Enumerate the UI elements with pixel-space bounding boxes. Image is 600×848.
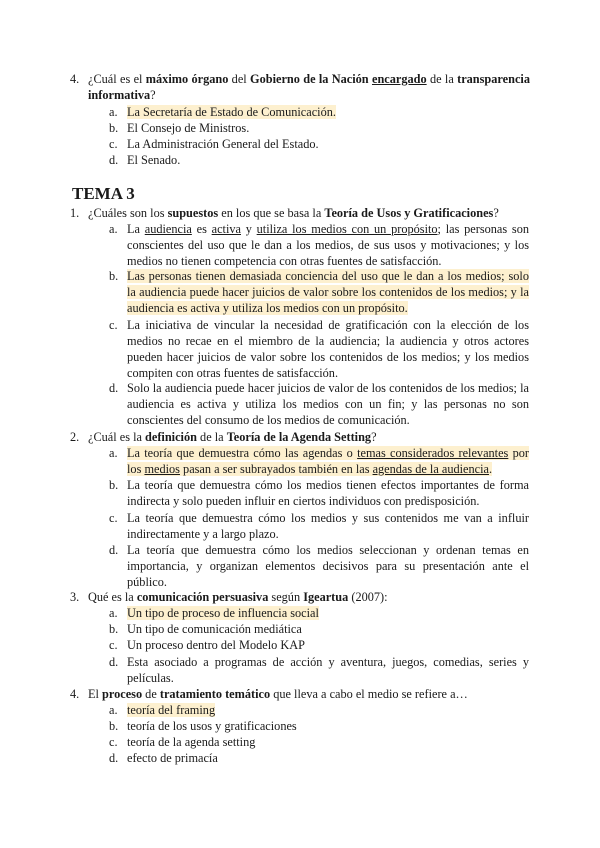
option-a: a. La Secretaría de Estado de Comunicación. [109,105,336,119]
question-text: ¿Cuál es el máximo órgano del Gobierno de la Nación encargado de la transparencia informativa? [88,72,530,102]
option-b: b. La teoría que demuestra cómo los medios tienen efectos importantes de forma indirecta y solo pueden influir en ciertos individuos con predisposición. [109,478,529,508]
option-d: d. efecto de primacía [109,751,218,765]
correct-answer: La teoría que demuestra cómo las agendas o temas considerados relevantes por los medios pasan a ser subrayados también en las agendas de la audiencia. [127,446,529,476]
section-heading: TEMA 3 [72,184,135,203]
option-c: c. La Administración General del Estado. [109,137,319,151]
option-a: a. La teoría que demuestra cómo las agendas o temas considerados relevantes por los medios pasan a ser subrayados también en las agendas de la audiencia. [109,446,529,476]
option-d: d. Solo la audiencia puede hacer juicios de valor de los contenidos de los medios; la audiencia es activa y utiliza los medios con un fin; y las personas no son conscientes del consumo de los medios de comunicación. [109,381,529,427]
option-d: d. Esta asociado a programas de acción y aventura, juegos, comedias, series y películas. [109,655,529,685]
correct-answer: teoría del framing [127,703,216,717]
question-4-prev [70,71,530,103]
option-d: d. El Senado. [109,153,181,167]
correct-answer: Las personas tienen demasiada conciencia del uso que le dan a los medios; solo la audiencia puede hacer juicios de valor sobre los contenidos de los medios; y la audiencia es activa y utiliza los medios con un propósito. [127,269,529,315]
correct-answer: La Secretaría de Estado de Comunicación. [127,105,336,119]
option-a: a. teoría del framing [109,703,216,717]
option-c: c. La teoría que demuestra cómo los medios y sus contenidos me van a influir indirectamente y a largo plazo. [109,511,529,541]
option-c: c. Un proceso dentro del Modelo KAP [109,638,305,652]
option-c: c. teoría de la agenda setting [109,735,256,749]
question-4: 4. El proceso de tratamiento temático que lleva a cabo el medio se refiere a… [70,687,468,701]
question-2: 2. ¿Cuál es la definición de la Teoría de la Agenda Setting? [70,430,377,444]
option-b: b. Un tipo de comunicación mediática [109,622,302,636]
option-b: b. El Consejo de Ministros. [109,121,250,135]
option-b: b. teoría de los usos y gratificaciones [109,719,297,733]
option-d: d. La teoría que demuestra cómo los medios seleccionan y ordenan temas en importancia, y organizan elementos decisivos para su presentación ante el público. [109,543,529,589]
option-a: a. La audiencia es activa y utiliza los medios con un propósito; las personas son conscientes del uso que le dan a los medios, de sus usos y motivaciones; y los medios no tienen competencia con otras fuentes de satisfacción. [109,222,529,268]
question-number: 4. [70,72,80,86]
option-c: c. La iniciativa de vincular la necesidad de gratificación con la elección de los medios no recae en el miembro de la audiencia; la audiencia y otros actores pueden hacer juicios de valor sobre los contenidos de los medios; y los medios compiten con otras fuentes de satisfacción. [109,318,529,380]
question-1: 1. ¿Cuáles son los supuestos en los que se basa la Teoría de Usos y Gratificaciones? [70,206,499,220]
correct-answer: Un tipo de proceso de influencia social [127,606,319,620]
option-a: a. Un tipo de proceso de influencia social [109,606,319,620]
question-3: 3. Qué es la comunicación persuasiva según Igeartua (2007): [70,590,388,604]
option-b: b. Las personas tienen demasiada conciencia del uso que le dan a los medios; solo la audiencia puede hacer juicios de valor sobre los contenidos de los medios; y la audiencia es activa y utiliza los medios con un propósito. [109,269,529,315]
